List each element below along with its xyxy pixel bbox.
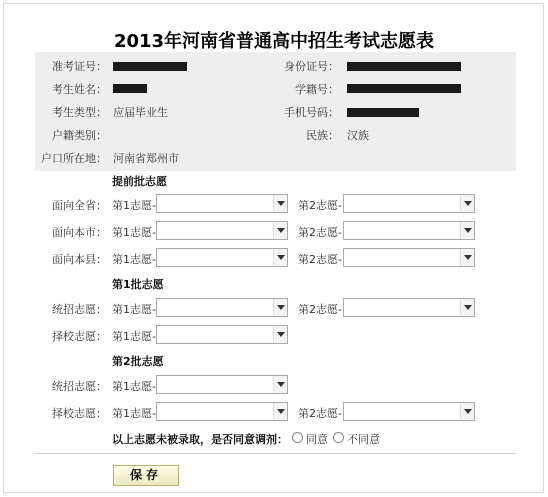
choice-label-1: 第1志愿- xyxy=(112,303,156,316)
row-label-first-school: 择校志愿： xyxy=(52,330,107,343)
section-advance-title: 提前批志愿 xyxy=(112,175,167,188)
save-button[interactable]: 保存 xyxy=(113,465,179,486)
disagree-radio[interactable] xyxy=(333,432,344,443)
section-second-title: 第2批志愿 xyxy=(112,355,164,368)
choice-label-1: 第1志愿- xyxy=(112,380,156,393)
ethnic-value: 汉族 xyxy=(347,129,369,142)
chevron-down-icon xyxy=(273,299,287,316)
row-label-first-unified: 统招志愿： xyxy=(52,303,107,316)
second-school-choice-2-select[interactable] xyxy=(343,402,475,421)
row-label-second-unified: 统招志愿： xyxy=(52,380,107,393)
ethnic-label: 民族： xyxy=(306,129,339,142)
agree-radio[interactable] xyxy=(292,432,303,443)
student-no-redacted xyxy=(347,84,461,93)
row-label-second-school: 择校志愿： xyxy=(52,407,107,420)
residence-value: 河南省郑州市 xyxy=(113,152,179,165)
city-choice-1-select[interactable] xyxy=(156,221,288,240)
choice-label-1: 第1志愿- xyxy=(112,199,156,212)
name-redacted xyxy=(113,84,147,93)
chevron-down-icon xyxy=(460,299,474,316)
province-choice-2-select[interactable] xyxy=(343,194,475,213)
choice-label-1: 第1志愿- xyxy=(112,330,156,343)
chevron-down-icon xyxy=(273,326,287,343)
choice-label-2: 第2志愿- xyxy=(298,407,342,420)
student-no-label: 学籍号： xyxy=(295,83,339,96)
divider xyxy=(35,453,516,454)
section-first-title: 第1批志愿 xyxy=(112,278,164,291)
chevron-down-icon xyxy=(273,195,287,212)
chevron-down-icon xyxy=(460,249,474,266)
first-school-choice-1-select[interactable] xyxy=(156,325,288,344)
second-unified-choice-1-select[interactable] xyxy=(156,375,288,394)
province-choice-1-select[interactable] xyxy=(156,194,288,213)
type-label: 考生类型： xyxy=(52,106,107,119)
choice-label-2: 第2志愿- xyxy=(298,226,342,239)
county-choice-1-select[interactable] xyxy=(156,248,288,267)
row-label-county: 面向本县： xyxy=(52,253,107,266)
phone-redacted xyxy=(347,108,419,117)
choice-label-2: 第2志愿- xyxy=(298,253,342,266)
type-value: 应届毕业生 xyxy=(113,106,168,119)
first-unified-choice-1-select[interactable] xyxy=(156,298,288,317)
id-redacted xyxy=(347,62,461,71)
exam-no-label: 准考证号： xyxy=(52,60,107,73)
student-info-panel xyxy=(35,52,516,171)
choice-label-1: 第1志愿- xyxy=(112,253,156,266)
city-choice-2-select[interactable] xyxy=(343,221,475,240)
adjust-question: 以上志愿未被录取，是否同意调剂： xyxy=(112,433,288,446)
chevron-down-icon xyxy=(273,249,287,266)
chevron-down-icon xyxy=(273,376,287,393)
disagree-label[interactable]: 不同意 xyxy=(347,433,380,446)
id-label: 身份证号： xyxy=(284,60,339,73)
choice-label-2: 第2志愿- xyxy=(298,199,342,212)
chevron-down-icon xyxy=(460,403,474,420)
phone-label: 手机号码： xyxy=(284,106,339,119)
row-label-province: 面向全省： xyxy=(52,199,107,212)
page-title: 2013年河南省普通高中招生考试志愿表 xyxy=(113,31,435,52)
chevron-down-icon xyxy=(460,195,474,212)
hukou-label: 户籍类别： xyxy=(52,129,107,142)
choice-label-1: 第1志愿- xyxy=(112,407,156,420)
county-choice-2-select[interactable] xyxy=(343,248,475,267)
exam-no-redacted xyxy=(113,62,187,71)
name-label: 考生姓名： xyxy=(52,83,107,96)
second-school-choice-1-select[interactable] xyxy=(156,402,288,421)
first-unified-choice-2-select[interactable] xyxy=(343,298,475,317)
choice-label-2: 第2志愿- xyxy=(298,303,342,316)
residence-label: 户口所在地： xyxy=(41,152,107,165)
choice-label-1: 第1志愿- xyxy=(112,226,156,239)
chevron-down-icon xyxy=(273,403,287,420)
chevron-down-icon xyxy=(460,222,474,239)
chevron-down-icon xyxy=(273,222,287,239)
row-label-city: 面向本市： xyxy=(52,226,107,239)
agree-label[interactable]: 同意 xyxy=(306,433,328,446)
